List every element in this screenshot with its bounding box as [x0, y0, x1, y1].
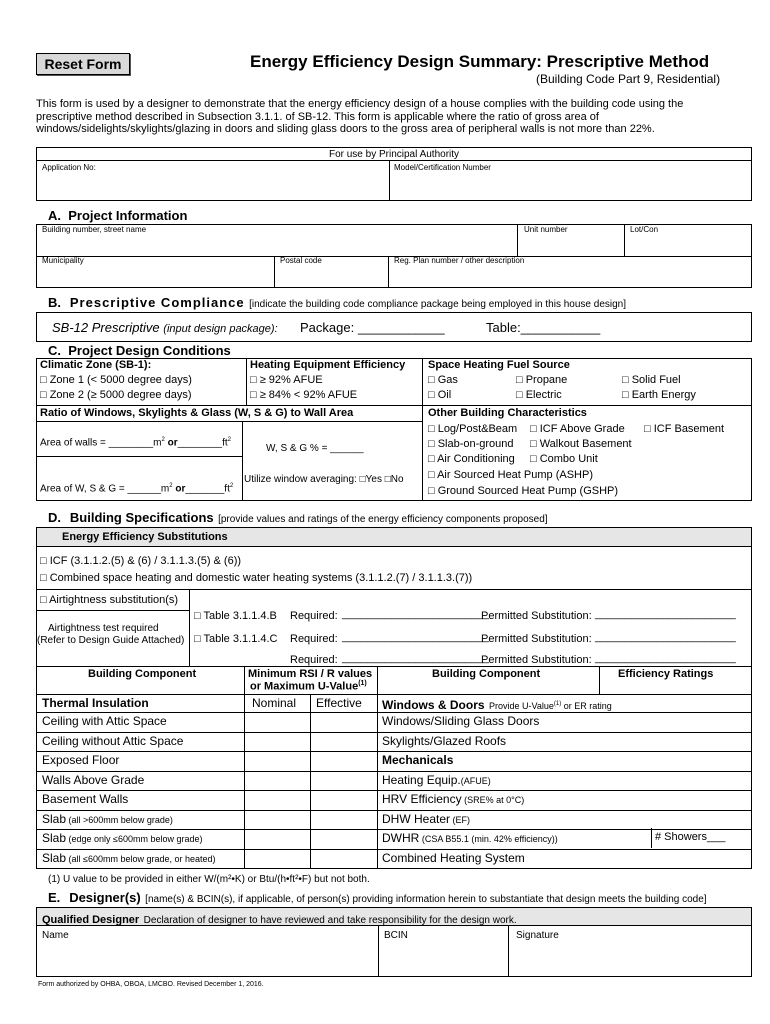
section-b-title: Prescriptive Compliance	[69, 295, 245, 310]
effective-input-3[interactable]	[311, 772, 376, 790]
section-b-note: [indicate the building code compliance package being employed in this house design]	[249, 299, 626, 310]
intro-paragraph: This form is used by a designer to demonstrate that the energy efficiency design of a house complies with the building code using the prescriptive method described in Subsection 3.1.1. of SB-12. This form is applicable where the ratio of gross area of windows/sidelights/skylights/glazing in doors and sliding glass doors to the gross area of peripheral walls is not more than 22%.	[36, 98, 684, 135]
windows-doors-note: Provide U-Value$^{(1)}$ or ER rating	[489, 701, 612, 711]
mechanical-row-6: DWHR (CSA B55.1 (min. 42% efficiency))	[382, 831, 558, 845]
sb12-label: SB-12 Prescriptive	[52, 320, 160, 335]
section-a-heading	[48, 208, 187, 223]
table-b-checkbox[interactable]: □ Table 3.1.1.4.B	[194, 610, 277, 622]
mechanical-row-1: Skylights/Glazed Roofs	[382, 733, 507, 748]
table-input[interactable]: Table:___________	[486, 320, 601, 335]
permitted-b-label: Permitted Substitution:	[481, 610, 592, 622]
form-subtitle: (Building Code Part 9, Residential)	[536, 72, 721, 86]
efficiency-input-0[interactable]	[600, 713, 750, 731]
required-b-input[interactable]: ________________________	[342, 608, 489, 620]
electric-checkbox[interactable]: □ Electric	[516, 389, 562, 401]
mechanical-row-4: HRV Efficiency (SRE% at 0°C)	[382, 792, 525, 806]
combo-unit-checkbox[interactable]: □ Combo Unit	[530, 453, 598, 465]
air-cond-checkbox[interactable]: □ Air Conditioning	[428, 453, 515, 465]
nominal-input-1[interactable]	[245, 733, 309, 751]
section-e-note: [name(s) & BCIN(s), if applicable, of person(s) providing information herein to substantiate that design meets the building code]	[145, 894, 707, 905]
nominal-input-5[interactable]	[245, 811, 309, 829]
effective-input-1[interactable]	[311, 733, 376, 751]
area-walls-m2: Area of walls = ________m	[40, 437, 162, 449]
other-chars-heading: Other Building Characteristics	[428, 407, 587, 419]
unit-number-field[interactable]: Unit number	[524, 225, 568, 234]
u-value-footnote: (1) U value to be provided in either W/(m²•K) or Btu/(h•ft²•F) but not both.	[48, 874, 370, 885]
form-title: Energy Efficiency Design Summary: Prescriptive Method	[250, 52, 710, 71]
icf-above-checkbox[interactable]: □ ICF Above Grade	[530, 423, 625, 435]
effective-input-5[interactable]	[311, 811, 376, 829]
area-walls-or: or	[164, 437, 178, 449]
refer-guide-label: (Refer to Design Guide Attached)	[37, 635, 185, 646]
airtight-test-label: Airtightness test required	[48, 623, 159, 634]
effective-input-7[interactable]	[311, 850, 376, 868]
nominal-input-3[interactable]	[245, 772, 309, 790]
section-a-letter: A.	[48, 208, 61, 223]
windows-doors-label: Windows & Doors Provide U-Value$^{(1)}$ or ER rating	[382, 698, 612, 712]
gas-checkbox[interactable]: □ Gas	[428, 374, 458, 386]
col-rsi-values: Minimum RSI / R values	[248, 668, 373, 680]
section-d-note: [provide values and ratings of the energy efficiency components proposed]	[218, 514, 548, 525]
area-walls-ft2: ________ft	[177, 437, 228, 449]
section-c-title: Project Design Conditions	[68, 343, 231, 358]
required-c-input[interactable]: ________________________	[342, 631, 489, 643]
application-no-field[interactable]: Application No:	[42, 163, 96, 172]
insulation-row-3: Walls Above Grade	[42, 772, 145, 787]
effective-input-0[interactable]	[311, 713, 376, 731]
mechanical-row-2: Mechanicals	[382, 753, 454, 767]
wsg-percent-field[interactable]: W, S & G % = ______	[266, 443, 364, 454]
section-e-title: Designer(s)	[69, 890, 141, 905]
section-e-letter: E.	[48, 890, 61, 905]
section-d-heading	[48, 509, 548, 527]
efficiency-input-1[interactable]	[600, 733, 750, 751]
ratio-heading: Ratio of Windows, Skylights & Glass (W, S & G) to Wall Area	[40, 407, 354, 419]
required-c-label: Required:	[290, 633, 338, 645]
climatic-zone-label: Climatic Zone (SB-1):	[40, 359, 152, 371]
required-d-label: Required:	[290, 654, 338, 666]
area-wsg-field[interactable]: Area of W, S & $G = \_\_\_\_\_\_m^2$ $or\_\_\_\_\_\_\_ft^2$	[40, 483, 234, 495]
earth-energy-checkbox[interactable]: □ Earth Energy	[622, 389, 696, 401]
insulation-row-6: Slab (edge only ≤600mm below grade)	[42, 831, 203, 845]
insulation-row-5: Slab (all >600mm below grade)	[42, 811, 173, 826]
area-wsg-m2: Area of W, S & G = ______m	[40, 483, 170, 495]
section-c-letter: C.	[48, 343, 61, 358]
icf-sub-checkbox[interactable]: □ ICF (3.1.1.2.(5) & (6) / 3.1.1.3.(5) & (6))	[40, 555, 242, 567]
insulation-row-2: Exposed Floor	[42, 753, 120, 767]
permitted-b-input[interactable]: _______________________	[595, 608, 736, 620]
municipality-field[interactable]: Municipality	[42, 256, 84, 265]
nominal-input-0[interactable]	[245, 713, 309, 731]
postal-code-field[interactable]: Postal code	[280, 256, 322, 265]
authority-heading: For use by Principal Authority	[328, 149, 460, 160]
efficiency-input-7[interactable]	[600, 850, 750, 868]
model-cert-field[interactable]: Model/Certification Number	[394, 163, 491, 172]
permitted-c-input[interactable]: _______________________	[595, 631, 736, 643]
mechanical-row-3: Heating Equip.(AFUE)	[382, 772, 491, 787]
section-d-letter: D.	[48, 510, 61, 525]
nominal-input-4[interactable]	[245, 791, 309, 809]
area-walls-field[interactable]: Area of walls = $\_\_\_\_\_\_\_\_m^2$ $or\_\_\_\_\_\_\_\_ft^2$	[40, 437, 231, 449]
col-efficiency-ratings: Efficiency Ratings	[618, 668, 714, 680]
reset-form-button[interactable]: Reset Form	[36, 53, 130, 75]
slab-on-ground-checkbox[interactable]: □ Slab-on-ground	[428, 438, 514, 450]
icf-basement-checkbox[interactable]: □ ICF Basement	[644, 423, 725, 435]
insulation-row-0: Ceiling with Attic Space	[42, 714, 167, 728]
zone1-checkbox[interactable]: □ Zone 1 (< 5000 degree days)	[40, 374, 192, 386]
thermal-insulation-label: Thermal Insulation	[42, 696, 149, 710]
building-number-field[interactable]: Building number, street name	[42, 225, 147, 234]
efficiency-input-5[interactable]	[600, 811, 750, 829]
section-d-title: Building Specifications	[69, 510, 214, 525]
subs-heading: Energy Efficiency Substitutions	[62, 531, 228, 543]
section-b-heading	[48, 294, 626, 312]
designer-signature-field[interactable]: Signature	[516, 930, 559, 941]
table-c-checkbox[interactable]: □ Table 3.1.1.4.C	[194, 633, 278, 645]
airtight-sub-checkbox[interactable]: □ Airtightness substitution(s)	[40, 594, 179, 606]
qualified-designer-row	[42, 910, 517, 928]
effective-input-2[interactable]	[311, 752, 376, 770]
authority-box	[36, 147, 752, 201]
insulation-row-7: Slab (all ≤600mm below grade, or heated)	[42, 850, 216, 865]
col-building-component: Building Component	[88, 668, 197, 680]
required-d-input[interactable]: ________________________	[342, 652, 489, 664]
showers-field[interactable]: # Showers___	[655, 831, 726, 843]
section-c-heading	[48, 343, 231, 358]
declaration-text: Declaration of designer to have reviewed and take responsibility for the design work.	[143, 915, 517, 926]
effective-input-4[interactable]	[311, 791, 376, 809]
lot-con-field[interactable]: Lot/Con	[630, 225, 659, 234]
section-e-heading	[48, 889, 707, 907]
section-b-letter: B.	[48, 295, 61, 310]
reg-plan-field[interactable]: Reg. Plan number / other description	[394, 256, 525, 265]
section-a-title: Project Information	[68, 208, 188, 223]
solid-fuel-checkbox[interactable]: □ Solid Fuel	[622, 374, 681, 386]
nominal-input-6[interactable]	[245, 830, 309, 848]
col-u-value: or Maximum U-Value$^{(1)}$	[250, 680, 367, 693]
window-averaging-field[interactable]: Utilize window averaging: □Yes □No	[244, 474, 404, 485]
afue92-checkbox[interactable]: □ ≥ 92% AFUE	[250, 374, 323, 386]
insulation-row-1: Ceiling without Attic Space	[42, 733, 184, 748]
walkout-checkbox[interactable]: □ Walkout Basement	[530, 438, 632, 450]
designer-name-field[interactable]: Name	[42, 930, 69, 941]
insulation-row-4: Basement Walls	[42, 792, 129, 806]
qualified-designer-label: Qualified Designer	[42, 914, 140, 926]
permitted-c-label: Permitted Substitution:	[481, 633, 592, 645]
fuel-source-label: Space Heating Fuel Source	[428, 359, 570, 371]
package-row	[52, 320, 278, 335]
gshp-checkbox[interactable]: □ Ground Sourced Heat Pump (GSHP)	[428, 485, 619, 497]
area-wsg-ft2: _______ft	[185, 483, 230, 495]
permitted-d-label: Permitted Substitution:	[481, 654, 592, 666]
form-authorized-footer: Form authorized by OHBA, OBOA, LMCBO. Revised December 1, 2016.	[38, 981, 264, 988]
mechanical-row-0: Windows/Sliding Glass Doors	[382, 714, 540, 728]
effective-label: Effective	[316, 696, 362, 710]
col-building-component-2: Building Component	[432, 668, 541, 680]
package-hint: (input design package):	[163, 323, 278, 335]
nominal-label: Nominal	[252, 696, 297, 710]
mechanical-row-5: DHW Heater (EF)	[382, 811, 471, 826]
effective-input-6[interactable]	[311, 830, 376, 848]
heating-eq-label: Heating Equipment Efficiency	[250, 359, 406, 371]
efficiency-input-4[interactable]	[600, 791, 750, 809]
propane-checkbox[interactable]: □ Propane	[516, 374, 568, 386]
area-wsg-or: or	[172, 483, 186, 495]
afue84-checkbox[interactable]: □ ≥ 84% < 92% AFUE	[250, 389, 358, 401]
nominal-input-2[interactable]	[245, 752, 309, 770]
permitted-d-input[interactable]: _______________________	[595, 652, 736, 664]
combined-sub-checkbox[interactable]: □ Combined space heating and domestic water heating systems (3.1.1.2.(7) / 3.1.1.3.(7))	[40, 572, 473, 584]
oil-checkbox[interactable]: □ Oil	[428, 389, 452, 401]
designer-bcin-field[interactable]: BCIN	[384, 930, 408, 941]
zone2-checkbox[interactable]: □ Zone 2 (≥ 5000 degree days)	[40, 389, 192, 401]
required-b-label: Required:	[290, 610, 338, 622]
package-input[interactable]: Package: ____________	[300, 320, 445, 335]
mechanical-row-7: Combined Heating System	[382, 850, 525, 865]
log-post-checkbox[interactable]: □ Log/Post&Beam	[428, 423, 518, 435]
ashp-checkbox[interactable]: □ Air Sourced Heat Pump (ASHP)	[428, 469, 593, 481]
efficiency-input-3[interactable]	[600, 772, 750, 790]
nominal-input-7[interactable]	[245, 850, 309, 868]
